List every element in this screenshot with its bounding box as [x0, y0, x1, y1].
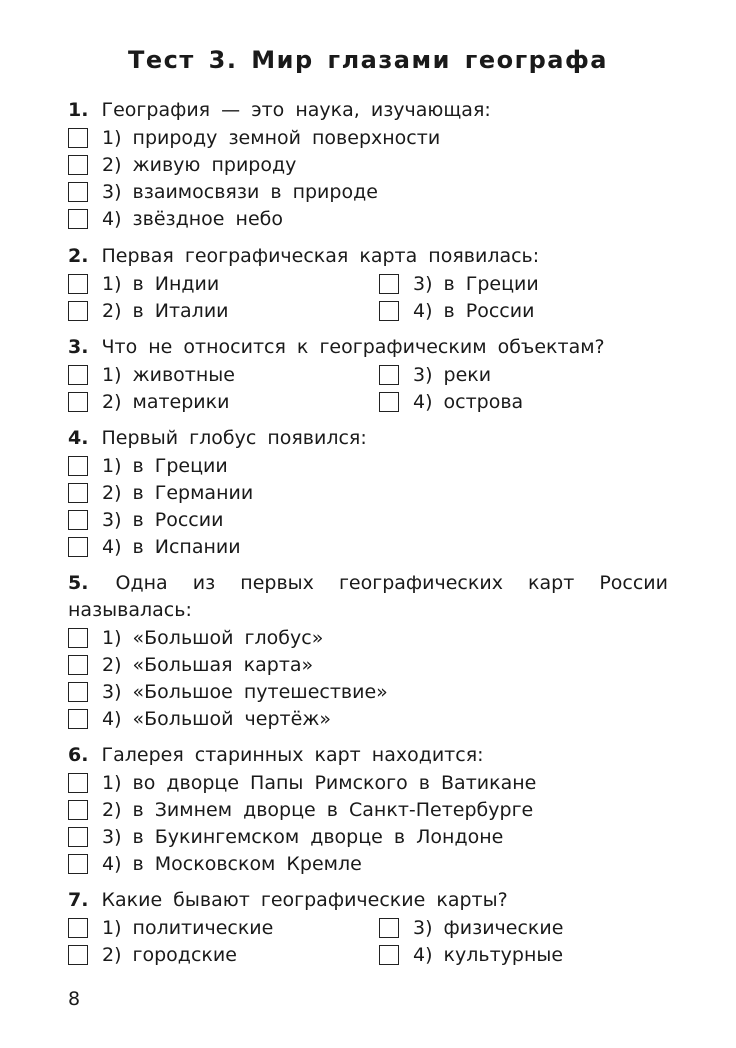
answer-checkbox[interactable]	[68, 854, 88, 874]
option-text: во дворце Папы Римского в Ватикане	[132, 771, 537, 794]
answer-checkbox[interactable]	[68, 827, 88, 847]
option-number: 4)	[413, 943, 433, 966]
question-4	[68, 425, 668, 560]
option-text: физические	[443, 916, 564, 939]
answer-checkbox[interactable]	[68, 128, 88, 148]
option-text: в Греции	[443, 272, 539, 295]
option-text: животные	[132, 363, 235, 386]
answer-options	[68, 769, 668, 877]
answer-checkbox[interactable]	[68, 800, 88, 820]
answer-option[interactable]	[68, 678, 668, 705]
option-text: городские	[132, 943, 237, 966]
option-number: 1)	[102, 363, 122, 386]
question-3	[68, 334, 668, 415]
answer-option[interactable]	[68, 941, 379, 968]
answer-checkbox[interactable]	[68, 182, 88, 202]
answer-options	[68, 452, 668, 560]
option-number: 1)	[102, 916, 122, 939]
question-text	[68, 97, 668, 124]
option-number: 4)	[102, 707, 122, 730]
answer-option[interactable]	[379, 297, 679, 324]
question-prompt: Первый глобус появился:	[101, 427, 367, 449]
question-prompt: Что не относится к географическим объектам?	[101, 336, 605, 358]
option-text: в Индии	[132, 272, 220, 295]
answer-option[interactable]	[68, 270, 379, 297]
question-number: 3.	[68, 336, 89, 358]
answer-checkbox[interactable]	[379, 301, 399, 321]
answer-options	[68, 270, 668, 324]
answer-options	[68, 124, 668, 232]
answer-option[interactable]	[68, 533, 668, 560]
answer-checkbox[interactable]	[379, 918, 399, 938]
answer-option[interactable]	[68, 651, 668, 678]
option-number: 1)	[102, 771, 122, 794]
option-text: культурные	[443, 943, 564, 966]
option-number: 3)	[413, 916, 433, 939]
answer-checkbox[interactable]	[379, 274, 399, 294]
answer-checkbox[interactable]	[68, 365, 88, 385]
answer-option[interactable]	[379, 361, 679, 388]
option-text: в Букингемском дворце в Лондоне	[132, 825, 504, 848]
answer-checkbox[interactable]	[68, 945, 88, 965]
option-text: природу земной поверхности	[132, 126, 441, 149]
option-number: 1)	[102, 126, 122, 149]
option-text: в Московском Кремле	[132, 852, 362, 875]
answer-checkbox[interactable]	[68, 209, 88, 229]
answer-option[interactable]	[379, 388, 679, 415]
option-text: в Греции	[132, 454, 228, 477]
answer-option[interactable]	[68, 624, 668, 651]
answer-option[interactable]	[379, 941, 679, 968]
question-text	[68, 243, 668, 270]
option-number: 2)	[102, 299, 122, 322]
answer-options	[68, 914, 668, 968]
option-number: 3)	[102, 180, 122, 203]
option-text: звёздное небо	[132, 207, 283, 230]
question-number: 2.	[68, 245, 89, 267]
answer-checkbox[interactable]	[68, 510, 88, 530]
answer-option[interactable]	[68, 178, 668, 205]
answer-option[interactable]	[68, 452, 668, 479]
option-text: «Большой чертёж»	[132, 707, 332, 730]
answer-checkbox[interactable]	[68, 655, 88, 675]
answer-options	[68, 624, 668, 732]
option-text: политические	[132, 916, 274, 939]
answer-option[interactable]	[379, 270, 679, 297]
answer-checkbox[interactable]	[68, 773, 88, 793]
option-text: в Зимнем дворце в Санкт-Петербурге	[132, 798, 534, 821]
option-text: материки	[132, 390, 230, 413]
question-2	[68, 243, 668, 324]
answer-checkbox[interactable]	[379, 945, 399, 965]
page-number: 8	[68, 988, 81, 1010]
answer-checkbox[interactable]	[68, 483, 88, 503]
option-number: 3)	[102, 680, 122, 703]
option-number: 1)	[102, 272, 122, 295]
answer-option[interactable]	[68, 297, 379, 324]
option-number: 4)	[102, 852, 122, 875]
question-number: 1.	[68, 99, 89, 121]
answer-option[interactable]	[379, 914, 679, 941]
option-number: 2)	[102, 653, 122, 676]
answer-option[interactable]	[68, 823, 668, 850]
option-number: 4)	[413, 390, 433, 413]
option-text: «Большой глобус»	[132, 626, 324, 649]
option-number: 4)	[102, 207, 122, 230]
question-7	[68, 887, 668, 968]
option-number: 2)	[102, 153, 122, 176]
option-text: в Италии	[132, 299, 229, 322]
option-text: в России	[132, 508, 224, 531]
answer-checkbox[interactable]	[68, 918, 88, 938]
question-text	[68, 742, 668, 769]
question-5	[68, 570, 668, 732]
answer-option[interactable]	[68, 361, 379, 388]
answer-option[interactable]	[68, 705, 668, 732]
question-prompt: Первая географическая карта появилась:	[101, 245, 540, 267]
question-prompt: Галерея старинных карт находится:	[101, 744, 484, 766]
page-title: Тест 3. Мир глазами географа	[127, 46, 608, 74]
answer-checkbox[interactable]	[68, 709, 88, 729]
question-number: 5.	[68, 572, 89, 594]
answer-option[interactable]	[68, 124, 668, 151]
answer-option[interactable]	[68, 796, 668, 823]
answer-checkbox[interactable]	[68, 537, 88, 557]
option-number: 1)	[102, 626, 122, 649]
question-text	[68, 425, 668, 452]
answer-checkbox[interactable]	[379, 365, 399, 385]
option-number: 1)	[102, 454, 122, 477]
option-number: 2)	[102, 481, 122, 504]
question-number: 4.	[68, 427, 89, 449]
option-text: живую природу	[132, 153, 297, 176]
option-text: в Германии	[132, 481, 254, 504]
option-text: реки	[443, 363, 492, 386]
question-6	[68, 742, 668, 877]
option-number: 3)	[413, 272, 433, 295]
option-number: 2)	[102, 798, 122, 821]
option-number: 4)	[102, 535, 122, 558]
question-prompt: Одна из первых географических карт России называлась:	[68, 572, 668, 621]
answer-checkbox[interactable]	[379, 392, 399, 412]
question-text	[68, 334, 668, 361]
option-text: «Большая карта»	[132, 653, 314, 676]
answer-option[interactable]	[68, 769, 668, 796]
question-text	[68, 887, 668, 914]
option-number: 2)	[102, 390, 122, 413]
option-text: взаимосвязи в природе	[132, 180, 378, 203]
answer-option[interactable]	[68, 506, 668, 533]
answer-option[interactable]	[68, 914, 379, 941]
option-text: острова	[443, 390, 524, 413]
option-number: 2)	[102, 943, 122, 966]
answer-checkbox[interactable]	[68, 274, 88, 294]
option-text: в России	[443, 299, 535, 322]
option-text: в Испании	[132, 535, 241, 558]
question-number: 7.	[68, 889, 89, 911]
answer-checkbox[interactable]	[68, 628, 88, 648]
answer-checkbox[interactable]	[68, 301, 88, 321]
option-number: 3)	[102, 508, 122, 531]
answer-option[interactable]	[68, 205, 668, 232]
answer-option[interactable]	[68, 479, 668, 506]
answer-checkbox[interactable]	[68, 682, 88, 702]
option-number: 3)	[413, 363, 433, 386]
answer-option[interactable]	[68, 151, 668, 178]
answer-checkbox[interactable]	[68, 456, 88, 476]
question-prompt: Какие бывают географические карты?	[101, 889, 508, 911]
question-text	[68, 570, 668, 624]
question-prompt: География — это наука, изучающая:	[101, 99, 491, 121]
answer-option[interactable]	[68, 850, 668, 877]
answer-option[interactable]	[68, 388, 379, 415]
option-number: 4)	[413, 299, 433, 322]
answer-options	[68, 361, 668, 415]
answer-checkbox[interactable]	[68, 155, 88, 175]
question-number: 6.	[68, 744, 89, 766]
answer-checkbox[interactable]	[68, 392, 88, 412]
option-text: «Большое путешествие»	[132, 680, 388, 703]
option-number: 3)	[102, 825, 122, 848]
question-1	[68, 97, 668, 232]
